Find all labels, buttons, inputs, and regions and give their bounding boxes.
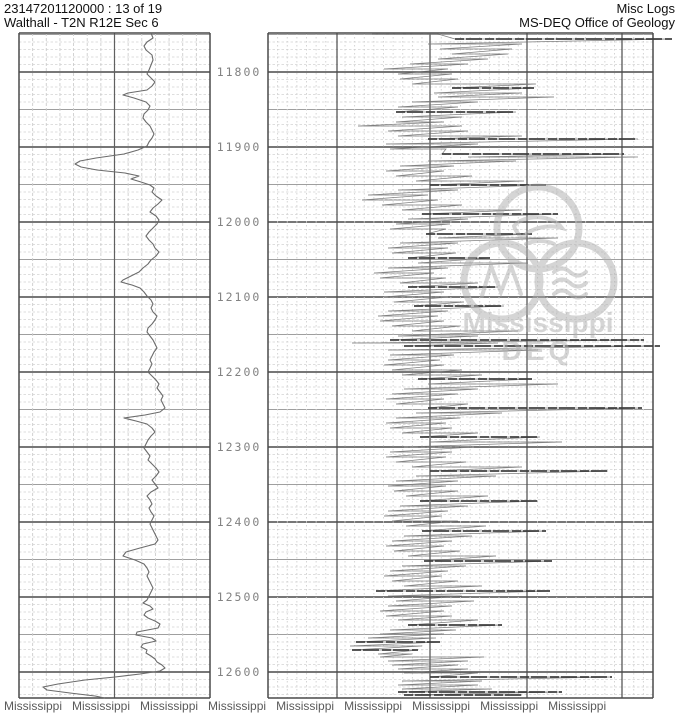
depth-label: 12500	[216, 590, 262, 604]
depth-label: 12300	[216, 440, 262, 454]
footer-word: Mississippi	[72, 699, 131, 713]
location-line: Walthall - T2N R12E Sec 6	[4, 15, 159, 30]
footer-word: Mississippi	[140, 699, 199, 713]
left-track-curve	[43, 33, 165, 698]
doc-id-line: 23147201120000 : 13 of 19	[4, 1, 163, 16]
agency-label: MS-DEQ Office of Geology	[519, 15, 675, 30]
footer-word: Mississippi	[412, 699, 471, 713]
watermark-line2: DEQ	[501, 335, 575, 366]
depth-label: 12600	[216, 665, 262, 679]
footer-word: Mississippi	[276, 699, 335, 713]
depth-label: 11900	[216, 140, 262, 154]
footer-word: Mississippi	[548, 699, 607, 713]
category-label: Misc Logs	[616, 1, 675, 16]
footer-word: Mississippi	[4, 699, 63, 713]
depth-label: 12000	[216, 215, 262, 229]
footer-word: Mississippi	[344, 699, 403, 713]
footer-word: Mississippi	[208, 699, 267, 713]
watermark-line1: Mississippi	[462, 307, 614, 338]
footer-word: Mississippi	[480, 699, 539, 713]
depth-label: 11800	[216, 65, 262, 79]
depth-label: 12400	[216, 515, 262, 529]
footer-watermark-row	[4, 699, 616, 713]
depth-label: 12100	[216, 290, 262, 304]
depth-label: 12200	[216, 365, 262, 379]
